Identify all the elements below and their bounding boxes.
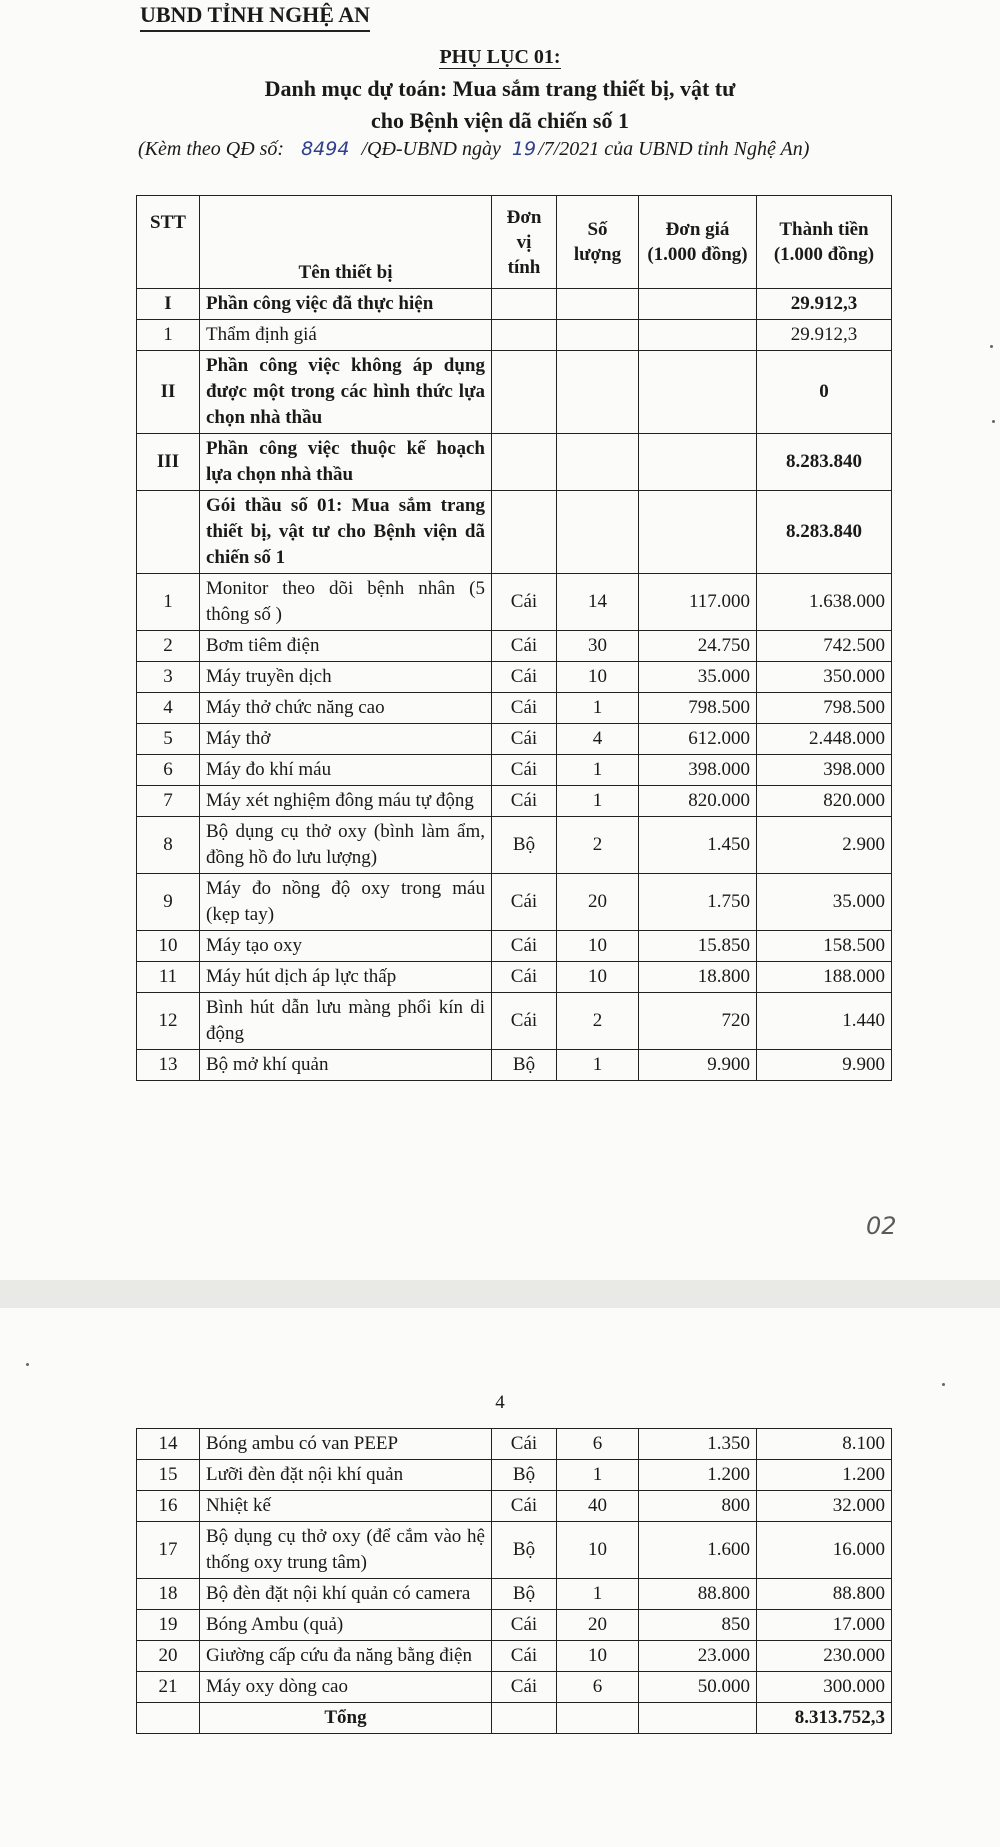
table-row: 1 Thẩm định giá 29.912,3 <box>137 320 892 351</box>
item-price: 35.000 <box>639 662 757 693</box>
item-stt: 13 <box>137 1050 200 1081</box>
item-qty: 1 <box>557 755 639 786</box>
item-stt: 6 <box>137 755 200 786</box>
item-total: 17.000 <box>757 1610 892 1641</box>
table-row <box>137 1579 892 1610</box>
item-name: Bóng ambu có van PEEP <box>200 1429 492 1460</box>
item-qty: 40 <box>557 1491 639 1522</box>
item-qty: 6 <box>557 1429 639 1460</box>
item-name: Bộ đèn đặt nội khí quản có camera <box>200 1579 492 1610</box>
item-unit: Cái <box>492 693 557 724</box>
item-name: Nhiệt kế <box>200 1491 492 1522</box>
item-stt: 17 <box>137 1522 200 1579</box>
section-row: I Phần công việc đã thực hiện 29.912,3 <box>137 289 892 320</box>
page-number: 4 <box>495 1392 505 1413</box>
item-unit: Cái <box>492 1641 557 1672</box>
column-header-name: Tên thiết bị <box>200 196 492 289</box>
table-row <box>137 1672 892 1703</box>
item-name: Lưỡi đèn đặt nội khí quản <box>200 1460 492 1491</box>
section-row: II Phần công việc không áp dụng được một trong các hình thức lựa chọn nhà thầu 0 <box>137 351 892 434</box>
item-total: 9.900 <box>757 1050 892 1081</box>
item-unit: Bộ <box>492 1522 557 1579</box>
item-name: Bộ dụng cụ thở oxy (để cắm vào hệ thống oxy trung tâm) <box>200 1522 492 1579</box>
package-row: Gói thầu số 01: Mua sắm trang thiết bị, vật tư cho Bệnh viện dã chiến số 1 8.283.840 <box>137 491 892 574</box>
item-stt: 5 <box>137 724 200 755</box>
item-unit: Cái <box>492 1429 557 1460</box>
item-name: Máy xét nghiệm đông máu tự động <box>200 786 492 817</box>
item-qty: 10 <box>557 1641 639 1672</box>
item-stt: 7 <box>137 786 200 817</box>
item-unit: Bộ <box>492 1460 557 1491</box>
column-header-total: Thành tiền (1.000 đồng) <box>757 196 892 289</box>
item-price: 1.600 <box>639 1522 757 1579</box>
table-row <box>137 962 892 993</box>
table-row <box>137 724 892 755</box>
item-price: 15.850 <box>639 931 757 962</box>
handwritten-decision-number: 8494 <box>301 138 350 160</box>
item-total: 742.500 <box>757 631 892 662</box>
table-row <box>137 1641 892 1672</box>
item-price: 1.200 <box>639 1460 757 1491</box>
item-price: 9.900 <box>639 1050 757 1081</box>
item-qty: 4 <box>557 724 639 755</box>
equipment-table-part-1 <box>136 195 892 1081</box>
margin-handwritten-mark: 02 <box>866 1212 897 1240</box>
item-unit: Cái <box>492 662 557 693</box>
item-qty: 20 <box>557 874 639 931</box>
item-qty: 1 <box>557 1579 639 1610</box>
item-name: Máy thở chức năng cao <box>200 693 492 724</box>
item-total: 35.000 <box>757 874 892 931</box>
scan-speck <box>992 420 995 423</box>
table-row <box>137 874 892 931</box>
document-title-line-2: cho Bệnh viện dã chiến số 1 <box>371 108 629 133</box>
table-row <box>137 662 892 693</box>
scan-speck <box>990 345 993 348</box>
item-qty: 10 <box>557 662 639 693</box>
item-total: 2.448.000 <box>757 724 892 755</box>
table-row <box>137 1610 892 1641</box>
item-total: 1.440 <box>757 993 892 1050</box>
item-qty: 2 <box>557 817 639 874</box>
item-rows-page-1 <box>137 574 892 1081</box>
item-qty: 6 <box>557 1672 639 1703</box>
table-row <box>137 1491 892 1522</box>
table-row <box>137 993 892 1050</box>
item-price: 18.800 <box>639 962 757 993</box>
item-stt: 10 <box>137 931 200 962</box>
item-unit: Bộ <box>492 1050 557 1081</box>
item-unit: Bộ <box>492 817 557 874</box>
table-row <box>137 1429 892 1460</box>
item-stt: 4 <box>137 693 200 724</box>
item-name: Máy truyền dịch <box>200 662 492 693</box>
item-price: 720 <box>639 993 757 1050</box>
column-header-price: Đơn giá (1.000 đồng) <box>639 196 757 289</box>
item-name: Máy oxy dòng cao <box>200 1672 492 1703</box>
table-row <box>137 786 892 817</box>
item-price: 23.000 <box>639 1641 757 1672</box>
table-row <box>137 931 892 962</box>
scan-speck <box>26 1363 29 1366</box>
item-unit: Cái <box>492 755 557 786</box>
item-name: Máy tạo oxy <box>200 931 492 962</box>
item-total: 1.200 <box>757 1460 892 1491</box>
item-unit: Bộ <box>492 1579 557 1610</box>
item-unit: Cái <box>492 962 557 993</box>
item-price: 850 <box>639 1610 757 1641</box>
column-header-qty: Số lượng <box>557 196 639 289</box>
item-unit: Cái <box>492 724 557 755</box>
equipment-table-part-2 <box>136 1428 892 1734</box>
item-price: 798.500 <box>639 693 757 724</box>
item-total: 350.000 <box>757 662 892 693</box>
item-stt: 3 <box>137 662 200 693</box>
item-qty: 10 <box>557 1522 639 1579</box>
item-total: 798.500 <box>757 693 892 724</box>
item-rows-page-2 <box>137 1429 892 1703</box>
item-stt: 8 <box>137 817 200 874</box>
table-row <box>137 817 892 874</box>
item-stt: 9 <box>137 874 200 931</box>
table-row <box>137 693 892 724</box>
item-stt: 21 <box>137 1672 200 1703</box>
item-name: Bơm tiêm điện <box>200 631 492 662</box>
handwritten-decision-day: 19 <box>511 138 537 160</box>
total-label: Tổng <box>200 1703 492 1734</box>
item-stt: 2 <box>137 631 200 662</box>
item-total: 88.800 <box>757 1579 892 1610</box>
table-row <box>137 755 892 786</box>
item-total: 2.900 <box>757 817 892 874</box>
page-separator <box>0 1280 1000 1308</box>
item-price: 117.000 <box>639 574 757 631</box>
item-name: Máy đo nồng độ oxy trong máu (kẹp tay) <box>200 874 492 931</box>
item-unit: Cái <box>492 631 557 662</box>
item-unit: Cái <box>492 786 557 817</box>
item-unit: Cái <box>492 931 557 962</box>
item-total: 188.000 <box>757 962 892 993</box>
item-name: Monitor theo dõi bệnh nhân (5 thông số ) <box>200 574 492 631</box>
item-total: 158.500 <box>757 931 892 962</box>
item-price: 1.450 <box>639 817 757 874</box>
item-unit: Cái <box>492 574 557 631</box>
item-price: 1.350 <box>639 1429 757 1460</box>
item-stt: 20 <box>137 1641 200 1672</box>
item-price: 88.800 <box>639 1579 757 1610</box>
item-unit: Cái <box>492 874 557 931</box>
item-qty: 1 <box>557 1050 639 1081</box>
item-stt: 19 <box>137 1610 200 1641</box>
item-qty: 20 <box>557 1610 639 1641</box>
item-qty: 14 <box>557 574 639 631</box>
item-total: 230.000 <box>757 1641 892 1672</box>
item-total: 300.000 <box>757 1672 892 1703</box>
item-unit: Cái <box>492 993 557 1050</box>
item-name: Máy thở <box>200 724 492 755</box>
item-qty: 1 <box>557 1460 639 1491</box>
item-unit: Cái <box>492 1610 557 1641</box>
item-price: 820.000 <box>639 786 757 817</box>
column-header-stt: STT <box>137 196 200 289</box>
item-qty: 10 <box>557 931 639 962</box>
item-qty: 2 <box>557 993 639 1050</box>
document-title-line-1: Danh mục dự toán: Mua sắm trang thiết bị, vật tư <box>264 76 736 101</box>
item-name: Bình hút dẫn lưu màng phổi kín di động <box>200 993 492 1050</box>
item-qty: 10 <box>557 962 639 993</box>
item-qty: 1 <box>557 786 639 817</box>
item-stt: 15 <box>137 1460 200 1491</box>
item-total: 32.000 <box>757 1491 892 1522</box>
decision-reference: (Kèm theo QĐ số: 8494 /QĐ-UBND ngày 19 /7/2021 của UBND tỉnh Nghệ An) <box>138 138 810 160</box>
total-row <box>137 1703 892 1734</box>
item-qty: 1 <box>557 693 639 724</box>
item-total: 1.638.000 <box>757 574 892 631</box>
item-stt: 18 <box>137 1579 200 1610</box>
item-stt: 16 <box>137 1491 200 1522</box>
item-price: 612.000 <box>639 724 757 755</box>
item-unit: Cái <box>492 1672 557 1703</box>
table-row <box>137 574 892 631</box>
section-row: III Phần công việc thuộc kế hoạch lựa chọn nhà thầu 8.283.840 <box>137 434 892 491</box>
item-name: Giường cấp cứu đa năng bằng điện <box>200 1641 492 1672</box>
item-stt: 11 <box>137 962 200 993</box>
item-total: 8.100 <box>757 1429 892 1460</box>
item-stt: 12 <box>137 993 200 1050</box>
item-stt: 14 <box>137 1429 200 1460</box>
table-row <box>137 1050 892 1081</box>
table-row <box>137 1460 892 1491</box>
item-name: Máy hút dịch áp lực thấp <box>200 962 492 993</box>
item-total: 398.000 <box>757 755 892 786</box>
item-price: 800 <box>639 1491 757 1522</box>
item-total: 820.000 <box>757 786 892 817</box>
column-header-unit: Đơn vị tính <box>492 196 557 289</box>
item-name: Máy đo khí máu <box>200 755 492 786</box>
item-name: Bộ mở khí quản <box>200 1050 492 1081</box>
item-price: 1.750 <box>639 874 757 931</box>
item-total: 16.000 <box>757 1522 892 1579</box>
item-unit: Cái <box>492 1491 557 1522</box>
item-price: 24.750 <box>639 631 757 662</box>
organization-header: UBND TỈNH NGHỆ AN <box>140 2 370 32</box>
scan-speck <box>942 1383 945 1386</box>
item-name: Bóng Ambu (quả) <box>200 1610 492 1641</box>
item-price: 50.000 <box>639 1672 757 1703</box>
item-name: Bộ dụng cụ thở oxy (bình làm ẩm, đồng hồ đo lưu lượng) <box>200 817 492 874</box>
item-stt: 1 <box>137 574 200 631</box>
grand-total-value: 8.313.752,3 <box>757 1703 892 1734</box>
appendix-label: PHỤ LỤC 01: <box>439 46 561 68</box>
table-row <box>137 631 892 662</box>
table-row <box>137 1522 892 1579</box>
item-price: 398.000 <box>639 755 757 786</box>
item-qty: 30 <box>557 631 639 662</box>
